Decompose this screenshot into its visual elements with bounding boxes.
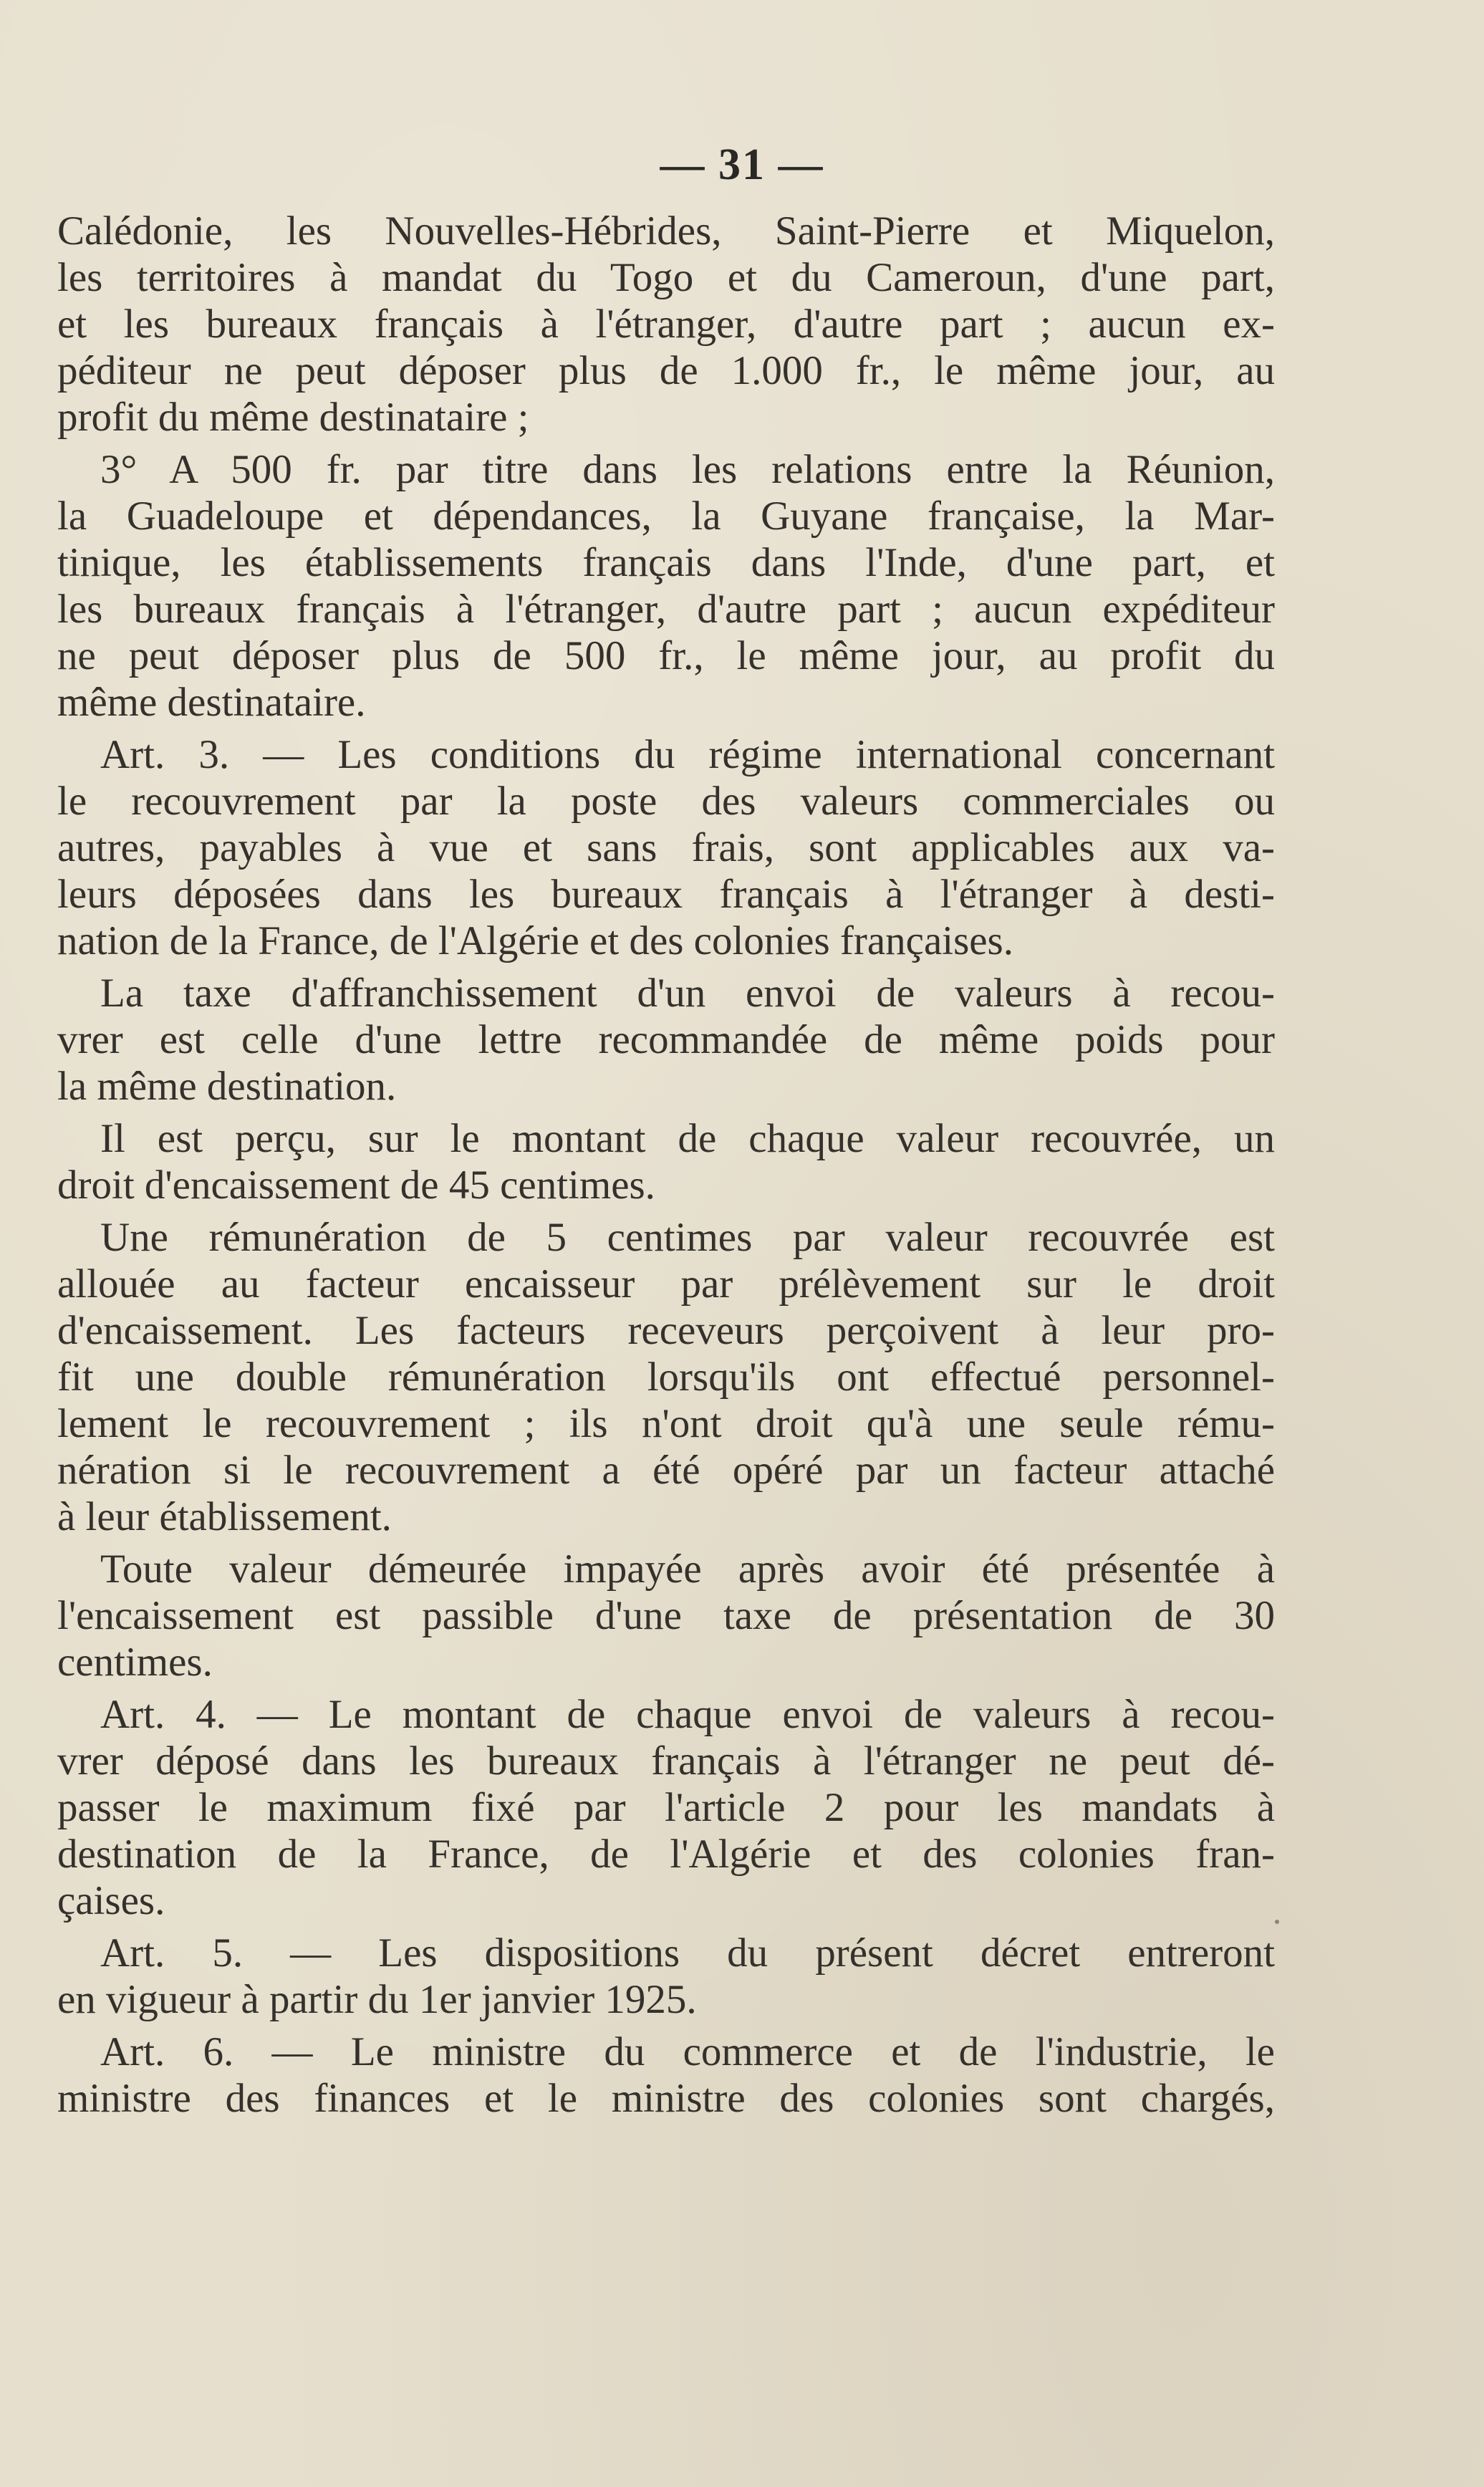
text-line: destination de la France, de l'Algérie et des colonies fran- [57, 1832, 1275, 1877]
text-line: 3° A 500 fr. par titre dans les relations entre la Réunion, [100, 447, 1275, 492]
text-line: centimes. [57, 1640, 213, 1685]
text-line: la Guadeloupe et dépendances, la Guyane française, la Mar- [57, 494, 1275, 539]
body-text [57, 208, 1275, 2122]
text-line: La taxe d'affranchissement d'un envoi de valeurs à recou- [100, 971, 1275, 1016]
text-line: le recouvrement par la poste des valeurs commerciales ou [57, 779, 1275, 824]
text-line: même destinataire. [57, 680, 366, 725]
text-line: passer le maximum fixé par l'article 2 pour les mandats à [57, 1785, 1275, 1830]
text-line: droit d'encaissement de 45 centimes. [57, 1163, 655, 1208]
paper-speck [1275, 1920, 1279, 1924]
page-number: — 31 — [660, 140, 824, 189]
text-line: vrer est celle d'une lettre recommandée de même poids pour [57, 1017, 1275, 1062]
text-line: çaises. [57, 1878, 165, 1923]
text-line: péditeur ne peut déposer plus de 1.000 fr., le même jour, au [57, 348, 1275, 393]
text-line: à leur établissement. [57, 1494, 392, 1539]
text-line: Art. 4. — Le montant de chaque envoi de valeurs à recou- [100, 1692, 1275, 1737]
text-line: Calédonie, les Nouvelles-Hébrides, Saint-Pierre et Miquelon, [57, 208, 1275, 254]
text-line: allouée au facteur encaisseur par prélèvement sur le droit [57, 1261, 1275, 1307]
text-line: l'encaissement est passible d'une taxe de présentation de 30 [57, 1593, 1275, 1638]
text-line: d'encaissement. Les facteurs receveurs perçoivent à leur pro- [57, 1308, 1275, 1353]
text-line: la même destination. [57, 1064, 397, 1109]
text-line: Toute valeur démeurée impayée après avoir été présentée à [100, 1546, 1275, 1592]
text-line: vrer déposé dans les bureaux français à l'étranger ne peut dé- [57, 1738, 1275, 1784]
text-line: Art. 6. — Le ministre du commerce et de l'industrie, le [100, 2029, 1275, 2074]
text-line: les territoires à mandat du Togo et du Cameroun, d'une part, [57, 255, 1275, 300]
text-line: Art. 5. — Les dispositions du présent décret entreront [100, 1930, 1275, 1976]
text-line: les bureaux français à l'étranger, d'autre part ; aucun expéditeur [57, 587, 1275, 632]
text-line: profit du même destinataire ; [57, 395, 529, 440]
text-line: et les bureaux français à l'étranger, d'autre part ; aucun ex- [57, 302, 1275, 347]
text-line: tinique, les établissements français dans l'Inde, d'une part, et [57, 540, 1275, 585]
text-line: Une rémunération de 5 centimes par valeur recouvrée est [100, 1215, 1275, 1260]
text-line: leurs déposées dans les bureaux français à l'étranger à desti- [57, 872, 1275, 917]
text-line: fit une double rémunération lorsqu'ils ont effectué personnel- [57, 1355, 1275, 1400]
text-line: lement le recouvrement ; ils n'ont droit qu'à une seule rému- [57, 1401, 1275, 1446]
text-line: ministre des finances et le ministre des colonies sont chargés, [57, 2076, 1275, 2121]
text-line: autres, payables à vue et sans frais, sont applicables aux va- [57, 825, 1275, 870]
text-line: nation de la France, de l'Algérie et des colonies françaises. [57, 918, 1013, 963]
text-line: nération si le recouvrement a été opéré par un facteur attaché [57, 1448, 1275, 1493]
text-line: en vigueur à partir du 1er janvier 1925. [57, 1977, 697, 2022]
text-line: ne peut déposer plus de 500 fr., le même jour, au profit du [57, 633, 1275, 678]
text-line: Il est perçu, sur le montant de chaque valeur recouvrée, un [100, 1116, 1275, 1161]
text-line: Art. 3. — Les conditions du régime international concernant [100, 732, 1275, 777]
